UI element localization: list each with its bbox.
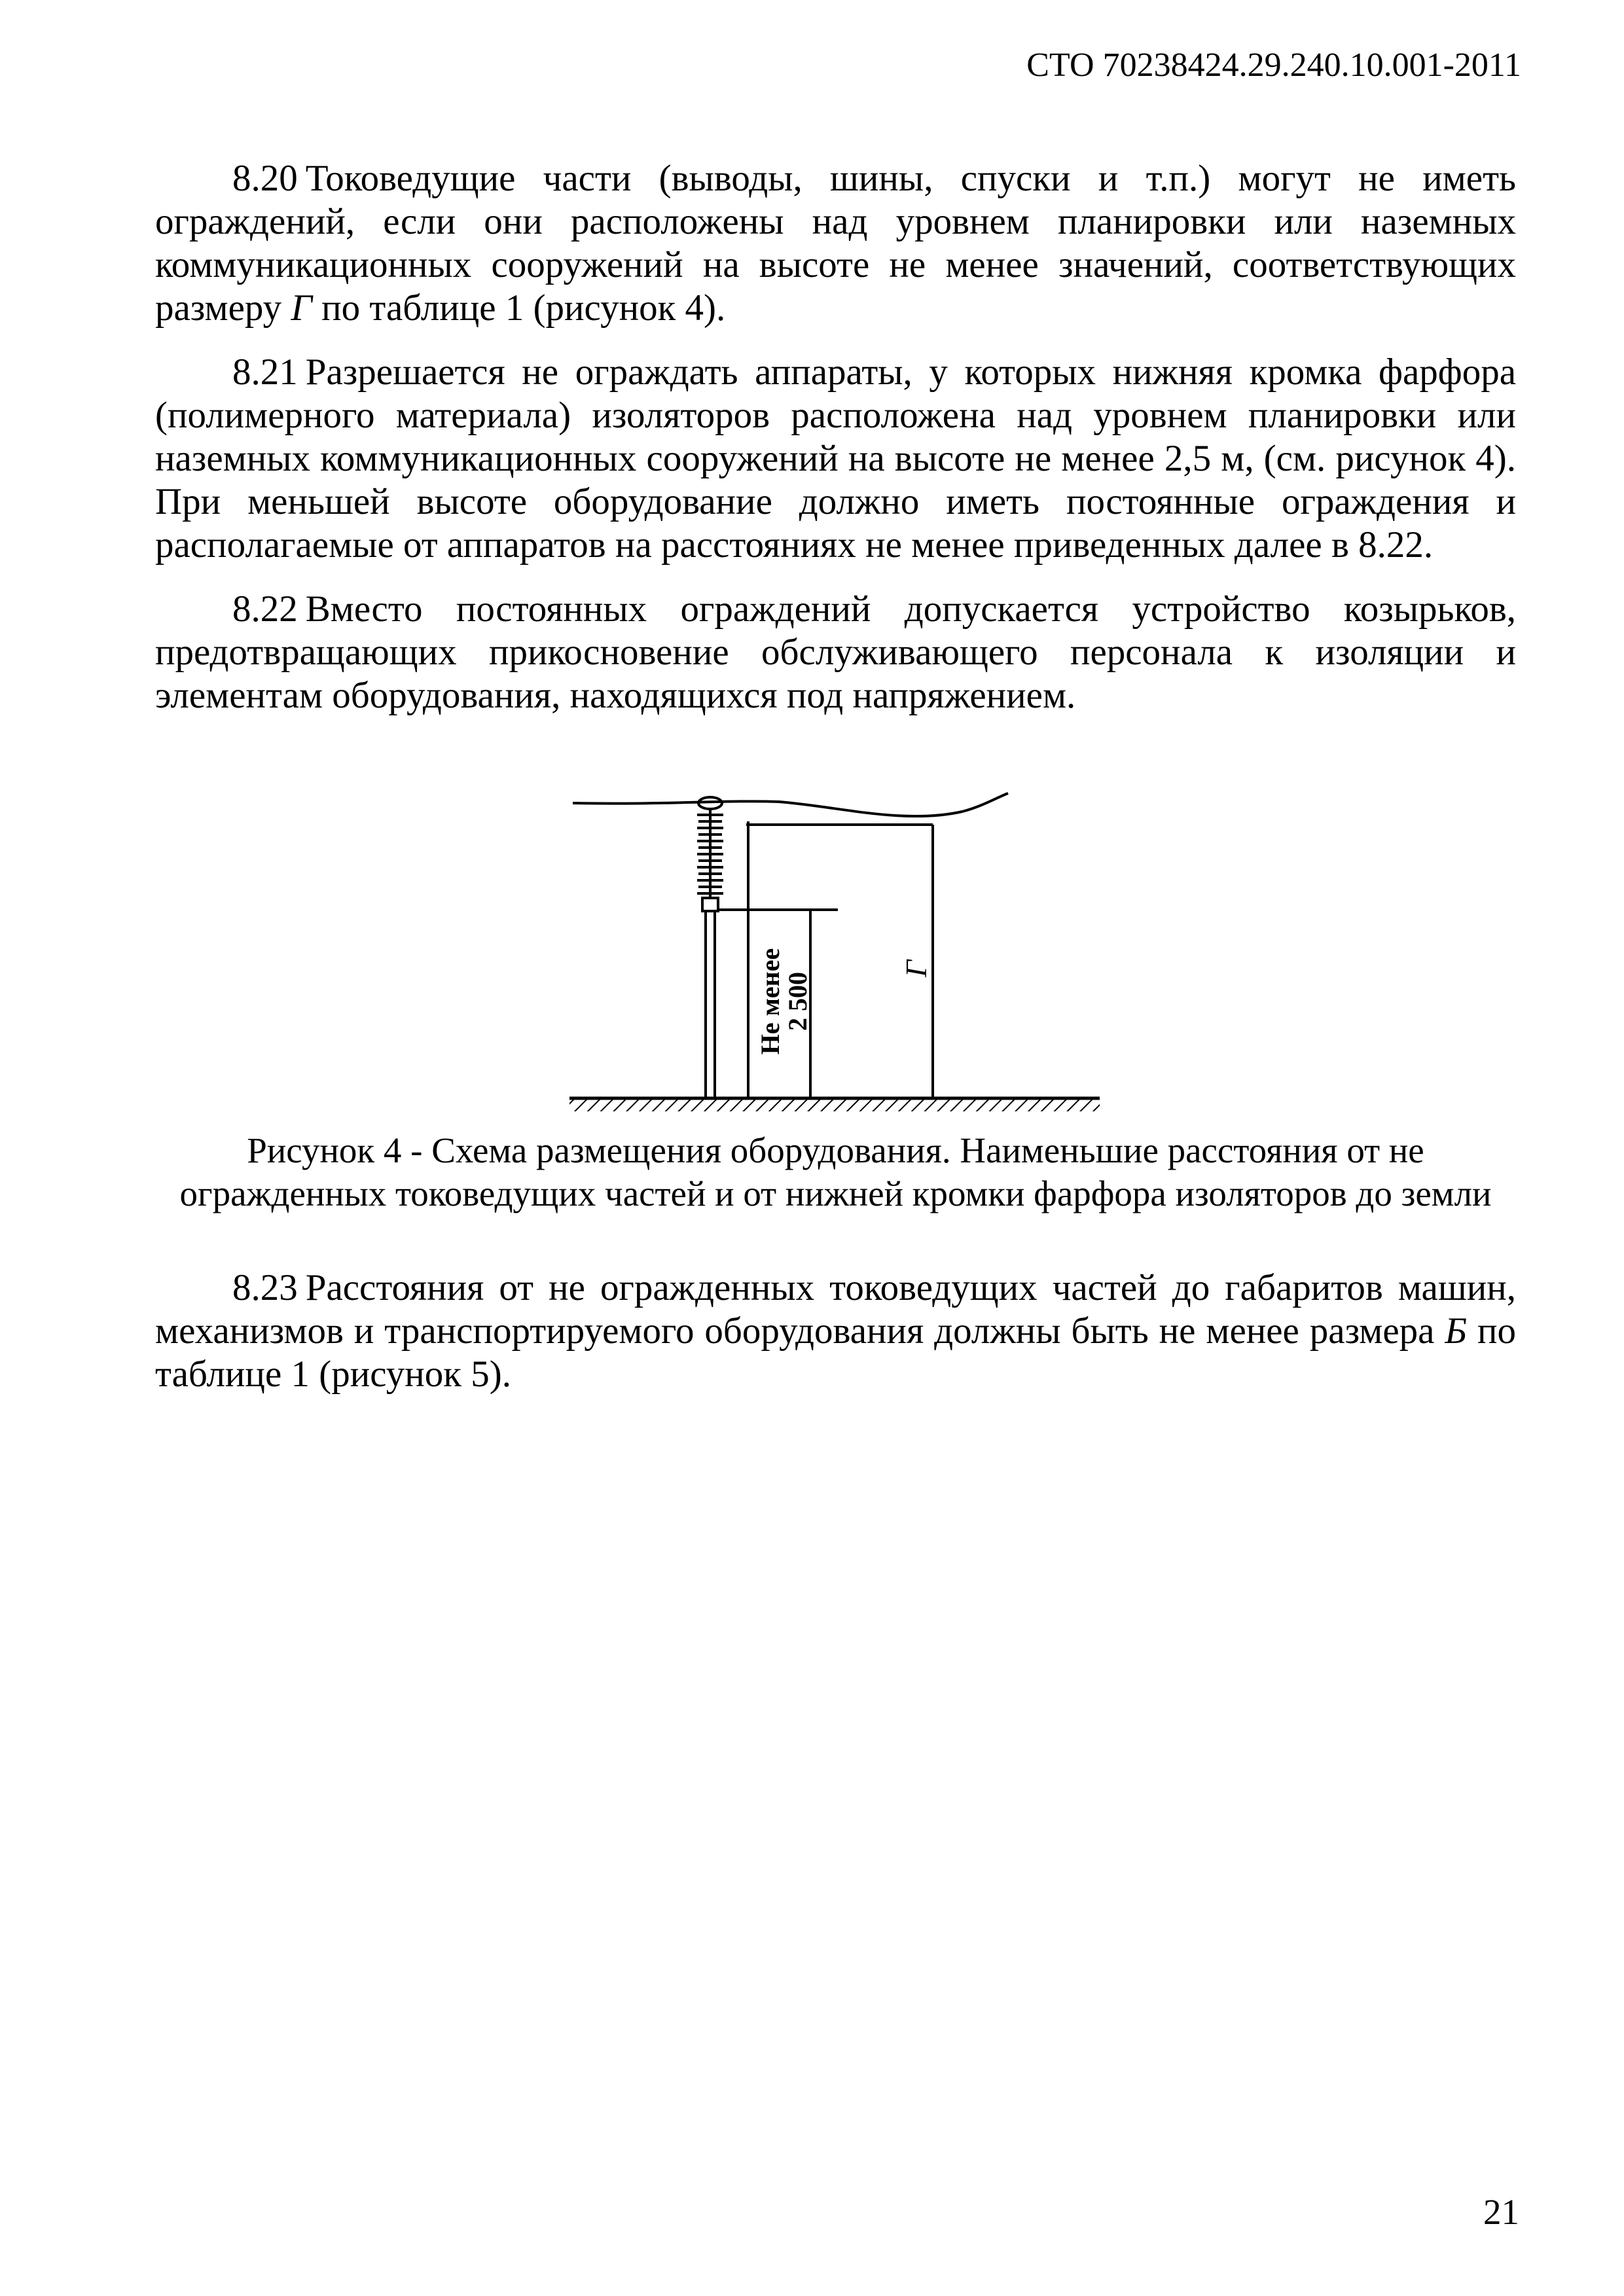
paragraph-number: 8.20 [232,158,298,199]
dimension-symbol: Г [291,287,312,329]
equipment-clearance-diagram [563,785,1106,1119]
figure-4-equipment-diagram [563,785,1106,1119]
paragraph-text-end: по таблице 1 (рисунок 4). [312,287,726,329]
paragraph-number: 8.22 [232,588,298,630]
ground-hatching [569,1100,1100,1111]
lower-text-block [155,1266,1516,1417]
paragraph-8-22 [155,588,1516,717]
paragraph-8-20 [155,157,1516,330]
paragraph-8-23 [155,1266,1516,1396]
paragraph-number: 8.21 [232,351,298,393]
paragraph-number: 8.23 [232,1267,298,1308]
paragraph-text: Расстояния от не огражденных токоведущих частей до габаритов машин, механизмов и транспортируемого оборудования должны быть не менее размера [155,1267,1516,1352]
figure-4-caption: Рисунок 4 - Схема размещения оборудования. Наименьшие расстояния от не огражденных токоведущих частей и от нижней кромки фарфора изоляторов до земли [179,1130,1492,1213]
support-post [706,911,715,1098]
dim-label-2500: 2 500 [783,972,812,1031]
document-code-header: СТО 70238424.29.240.10.001-2011 [1026,46,1521,84]
paragraph-text: Разрешается не ограждать аппараты, у которых нижняя кромка фарфора (полимерного материала) изоляторов расположена над уровнем планировки или наземных коммуникационных сооружений на высоте не менее 2,5 м, (см. рисунок 4). При меньшей высоте оборудование должно иметь постоянные ограждения и располагаемые от аппаратов на расстояниях не менее приведенных далее в 8.22. [155,351,1516,565]
upper-text-block [155,157,1516,738]
insulator-icon [697,797,723,911]
paragraph-text: Токоведущие части (выводы, шины, спуски и т.п.) могут не иметь ограждений, если они расположены над уровнем планировки или наземных коммуникационных сооружений на высоте не менее значений, соответствующих размеру [155,158,1516,329]
paragraph-8-21 [155,351,1516,567]
dim-label-g: Г [899,960,933,978]
dimension-symbol: Б [1445,1310,1468,1352]
paragraph-text-end: по таблице 1 (рисунок 5). [155,1310,1516,1395]
dim-label-not-less-than: Не менее [755,948,785,1055]
page-number: 21 [1483,2192,1519,2232]
paragraph-text: Вместо постоянных ограждений допускается устройство козырьков, предотвращающих прикосновение обслуживающего персонала к изоляции и элементам оборудования, находящихся под напряжением. [155,588,1516,716]
overhead-conductor-line [573,793,1008,816]
